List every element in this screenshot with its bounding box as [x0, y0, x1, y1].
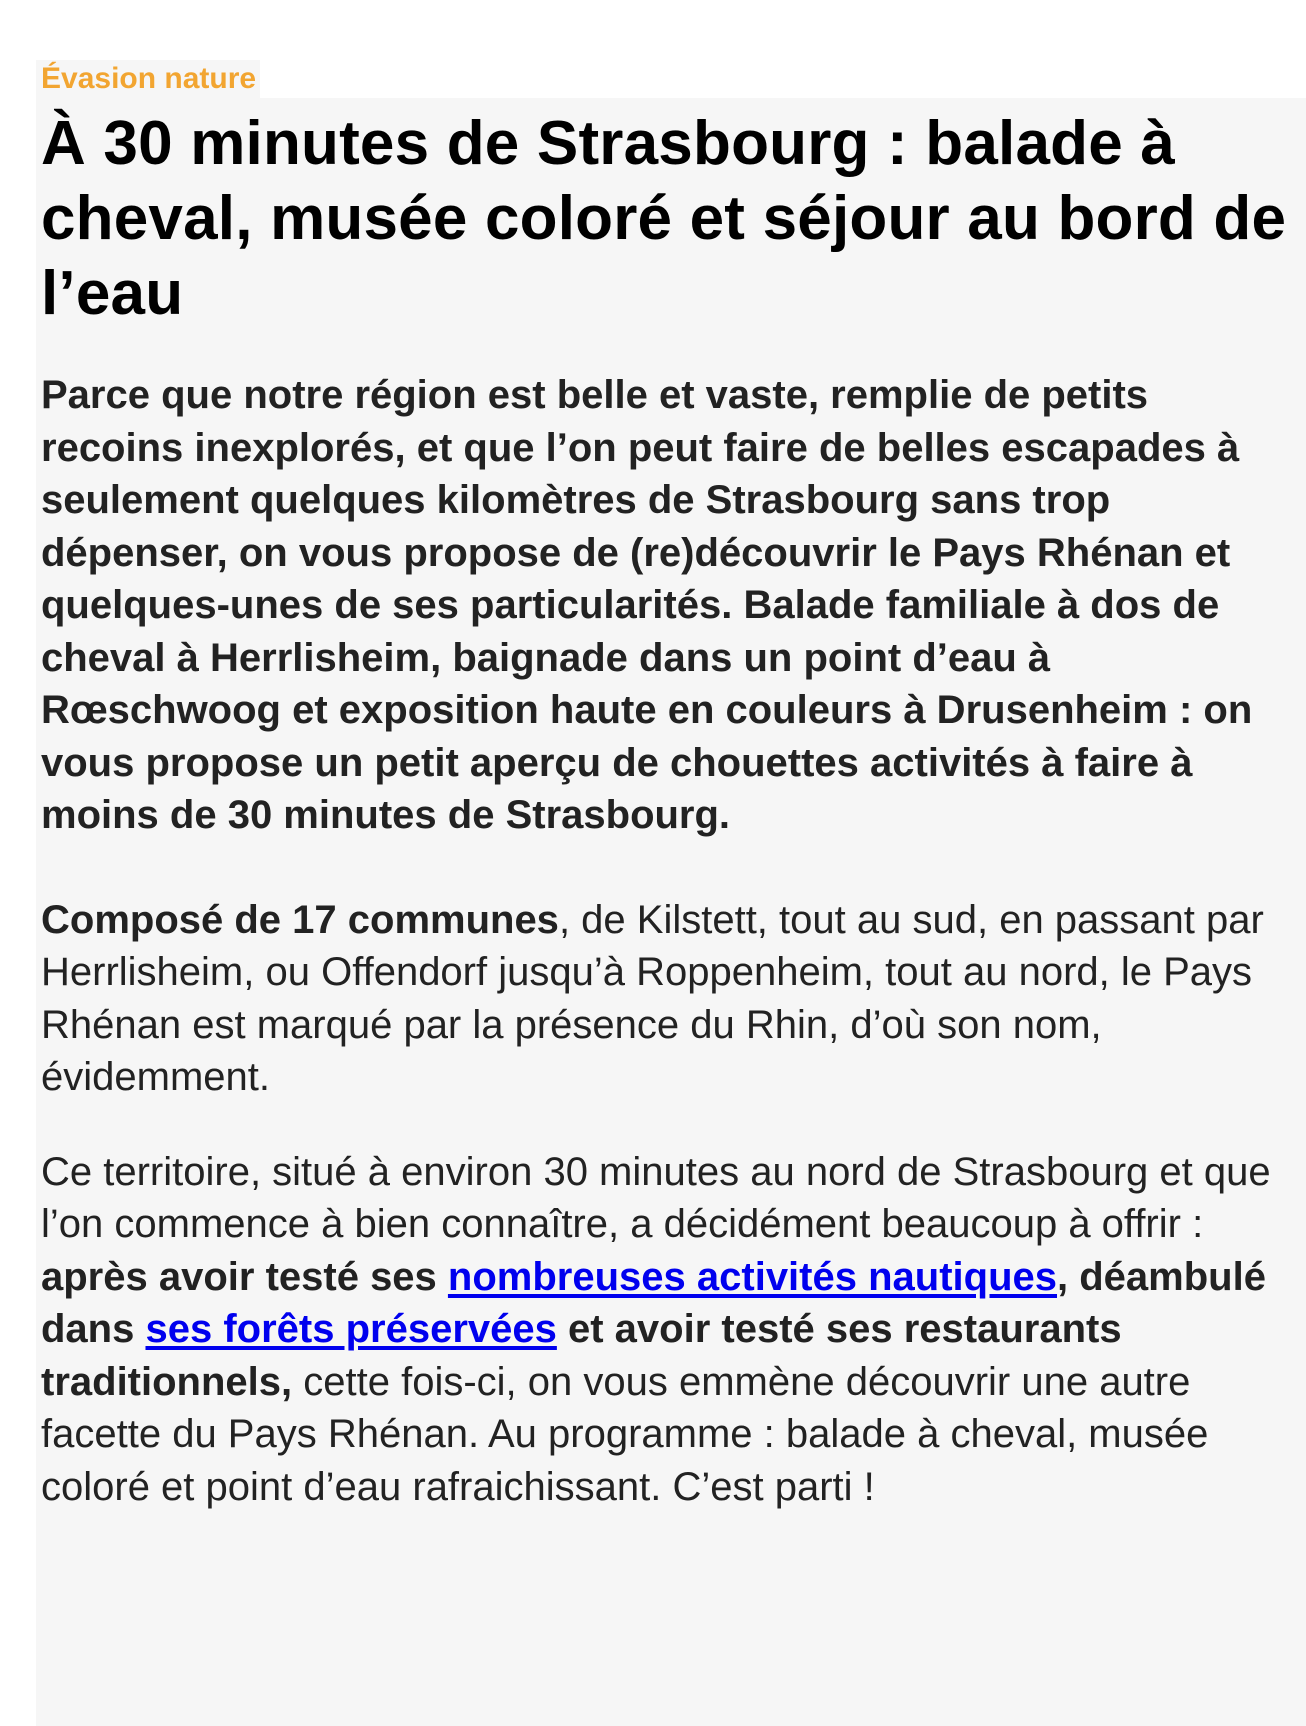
article-content	[41, 106, 1289, 1513]
paragraph-territory	[41, 1146, 1289, 1514]
territory-rest: cette fois-ci, on vous emmène découvrir une autre facette du Pays Rhénan. Au programme : balade à cheval, musée coloré et point d’eau rafraichissant. C’est parti !	[41, 1359, 1209, 1509]
territory-intro: Ce territoire, situé à environ 30 minutes au nord de Strasbourg et que l’on commence à bien connaître, a décidément beaucoup à offrir :	[41, 1149, 1271, 1246]
category-label: Évasion nature	[36, 60, 260, 98]
territory-bold-1: après avoir testé ses	[41, 1254, 448, 1299]
territory-bold-2: , déambulé dans	[41, 1254, 1266, 1351]
article-lead: Parce que notre région est belle et vaste, remplie de petits recoins inexplorés, et que l’on peut faire de belles escapades à seulement quelques kilomètres de Strasbourg sans trop dépenser, on vous propose de (re)découvrir le Pays Rhénan et quelques-unes de ses particularités. Balade familiale à dos de cheval à Herrlisheim, baignade dans un point d’eau à Rœschwoog et exposition haute en couleurs à Drusenheim : on vous propose un petit aperçu de chouettes activités à faire à moins de 30 minutes de Strasbourg.	[41, 373, 1253, 837]
paragraph-communes	[41, 894, 1289, 1104]
communes-highlight: Composé de 17 communes	[41, 897, 559, 942]
communes-text: , de Kilstett, tout au sud, en passant par Herrlisheim, ou Offendorf jusqu’à Roppenheim, tout au nord, le Pays Rhénan est marqué par la présence du Rhin, d’où son nom, évidemment.	[41, 897, 1264, 1099]
article-title: À 30 minutes de Strasbourg : balade à cheval, musée coloré et séjour au bord de l’eau	[41, 109, 1287, 328]
link-nautical-activities[interactable]: nombreuses activités nautiques	[447, 1254, 1058, 1299]
territory-bold-3: et avoir testé ses restaurants traditionnels,	[41, 1307, 1122, 1404]
link-preserved-forests[interactable]: ses forêts préservées	[145, 1307, 557, 1351]
